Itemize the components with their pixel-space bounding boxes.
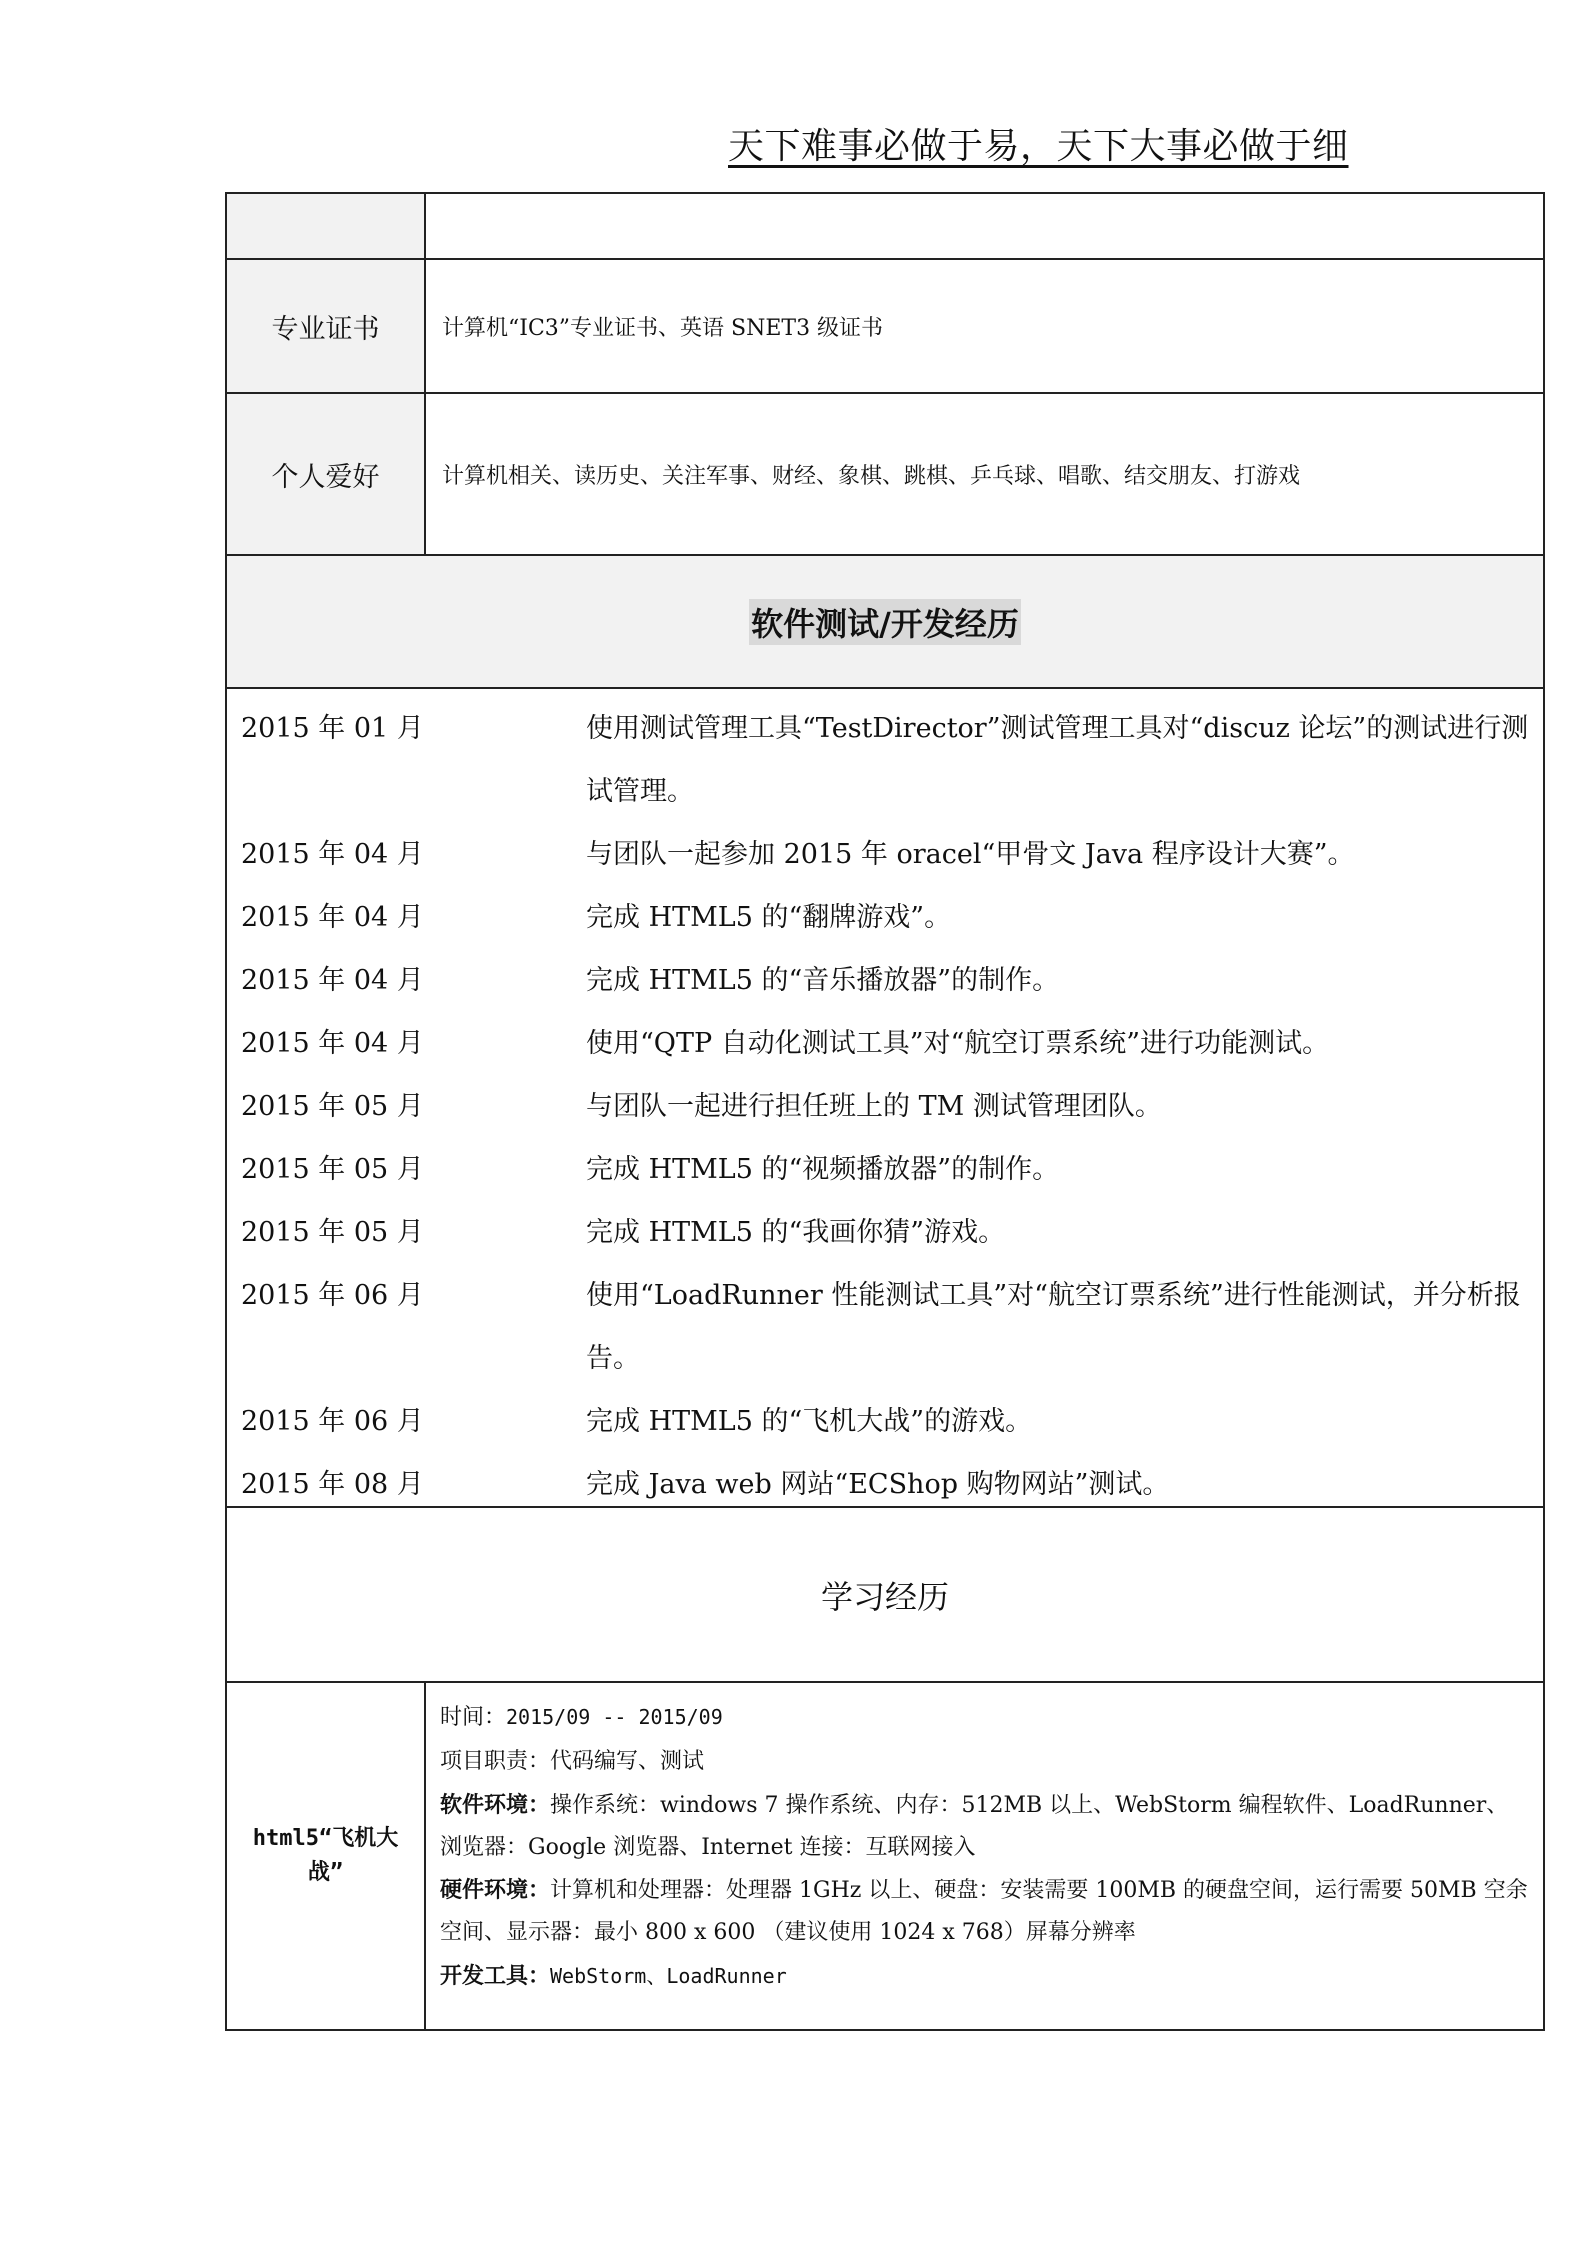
- experience-item: [241, 1138, 1529, 1201]
- blank-label-cell: [227, 194, 426, 258]
- experience-date: 2015 年 08 月: [241, 1469, 424, 1500]
- experience-text: 与团队一起进行担任班上的 TM 测试管理团队。: [586, 1091, 1162, 1122]
- experience-item: [241, 697, 1529, 823]
- experience-text: 完成 Java web 网站“ECShop 购物网站”测试。: [586, 1469, 1170, 1500]
- study-title: 学习经历: [820, 1577, 949, 1616]
- experience-date: 2015 年 05 月: [241, 1217, 424, 1248]
- experience-date: 2015 年 04 月: [241, 839, 424, 870]
- study-header-row: [227, 1508, 1543, 1683]
- experience-item: [241, 1390, 1529, 1453]
- project-row: [227, 1683, 1543, 2031]
- project-software-label: 软件环境：: [440, 1792, 551, 1818]
- experience-date: 2015 年 04 月: [241, 965, 424, 996]
- project-details: [426, 1683, 1543, 2029]
- experience-header-row: [227, 556, 1543, 689]
- experience-date: 2015 年 06 月: [241, 1406, 424, 1437]
- experience-text: 完成 HTML5 的“飞机大战”的游戏。: [586, 1406, 1033, 1437]
- project-tools-label: 开发工具：: [440, 1963, 551, 1989]
- hobbies-row: [227, 394, 1543, 556]
- project-time-label: 时间：: [440, 1705, 507, 1730]
- project-name: html5“飞机大战”: [227, 1683, 426, 2029]
- experience-date: 2015 年 05 月: [241, 1154, 424, 1185]
- resume-table: [225, 192, 1545, 2031]
- experience-date: 2015 年 06 月: [241, 1280, 424, 1311]
- experience-item: [241, 1075, 1529, 1138]
- project-role-line: [440, 1740, 1529, 1784]
- project-role-label: 项目职责：: [440, 1749, 551, 1774]
- hobbies-value: 计算机相关、读历史、关注军事、财经、象棋、跳棋、乒乓球、唱歌、结交朋友、打游戏: [442, 463, 1301, 489]
- project-tools-line: [440, 1954, 1529, 1999]
- certificates-row: [227, 260, 1543, 394]
- experience-text: 完成 HTML5 的“我画你猜”游戏。: [586, 1217, 1006, 1248]
- project-time-line: [440, 1695, 1529, 1740]
- project-hardware-label: 硬件环境：: [440, 1877, 551, 1903]
- project-hardware-value: 计算机和处理器：处理器 1GHz 以上、硬盘：安装需要 100MB 的硬盘空间，运行需要 50MB 空余空间、显示器：最小 800 x 600 （建议使用 1024 x 768）屏幕分辨率: [440, 1878, 1528, 1945]
- experience-title: 软件测试/开发经历: [749, 599, 1021, 645]
- hobbies-label: 个人爱好: [227, 394, 426, 554]
- experience-date: 2015 年 04 月: [241, 1028, 424, 1059]
- experience-item: [241, 949, 1529, 1012]
- experience-text: 使用“QTP 自动化测试工具”对“航空订票系统”进行功能测试。: [586, 1028, 1330, 1059]
- certificates-value: 计算机“IC3”专业证书、英语 SNET3 级证书: [442, 315, 884, 341]
- experience-date: 2015 年 05 月: [241, 1091, 424, 1122]
- experience-text: 完成 HTML5 的“视频播放器”的制作。: [586, 1154, 1060, 1185]
- experience-item: [241, 1201, 1529, 1264]
- blank-value-cell: [426, 194, 1543, 258]
- certificates-label: 专业证书: [227, 260, 426, 392]
- experience-text: 完成 HTML5 的“翻牌游戏”。: [586, 902, 952, 933]
- experience-list: [227, 689, 1543, 1508]
- blank-row: [227, 194, 1543, 260]
- experience-item: [241, 1012, 1529, 1075]
- experience-item: [241, 886, 1529, 949]
- experience-text: 使用测试管理工具“TestDirector”测试管理工具对“discuz 论坛”的测试进行测试管理。: [586, 713, 1529, 807]
- project-time-value: 2015/09 -- 2015/09: [506, 1705, 723, 1729]
- experience-item: [241, 1453, 1529, 1516]
- experience-text: 完成 HTML5 的“音乐播放器”的制作。: [586, 965, 1060, 996]
- experience-date: 2015 年 01 月: [241, 713, 424, 744]
- project-software-value: 操作系统：windows 7 操作系统、内存：512MB 以上、WebStorm 编程软件、LoadRunner、浏览器：Google 浏览器、Internet 连接：互联网接入: [440, 1793, 1509, 1860]
- project-role-value: 代码编写、测试: [550, 1749, 705, 1774]
- motto-heading: 天下难事必做于易，天下大事必做于细: [728, 126, 1349, 167]
- experience-text: 与团队一起参加 2015 年 oracel“甲骨文 Java 程序设计大赛”。: [586, 839, 1355, 870]
- project-tools-value: WebStorm、LoadRunner: [550, 1964, 787, 1988]
- experience-item: [241, 1264, 1529, 1390]
- experience-date: 2015 年 04 月: [241, 902, 424, 933]
- experience-item: [241, 823, 1529, 886]
- project-software-line: [440, 1784, 1529, 1869]
- experience-text: 使用“LoadRunner 性能测试工具”对“航空订票系统”进行性能测试，并分析报告。: [586, 1280, 1521, 1374]
- project-hardware-line: [440, 1869, 1529, 1954]
